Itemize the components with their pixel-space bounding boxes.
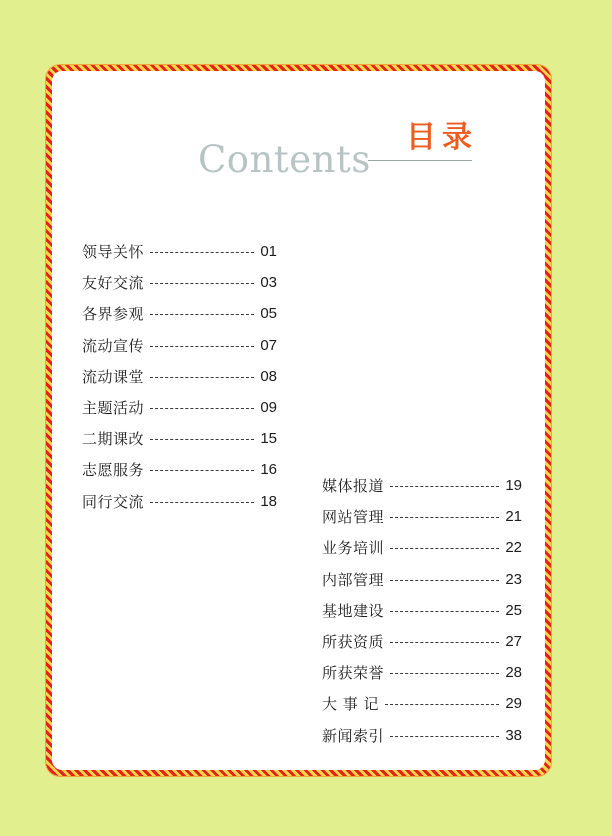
dot-leader: [390, 736, 499, 737]
toc-entry-label: 领导关怀: [82, 243, 145, 262]
toc-entry[interactable]: [322, 688, 522, 719]
toc-entry[interactable]: [322, 657, 522, 688]
toc-entry-page: 09: [260, 399, 277, 417]
toc-entry[interactable]: [82, 486, 277, 517]
toc-entry-page: 22: [505, 539, 522, 557]
toc-entry-label: 业务培训: [322, 539, 385, 558]
toc-entry[interactable]: [322, 626, 522, 657]
toc-entry[interactable]: [322, 720, 522, 751]
toc-entry-page: 01: [260, 243, 277, 261]
toc-entry[interactable]: [82, 236, 277, 267]
dot-leader: [390, 673, 499, 674]
toc-entry-label: 大 事 记: [322, 695, 380, 714]
mulu-title: 目录: [406, 120, 478, 155]
toc-entry-label: 友好交流: [82, 274, 145, 293]
toc-entry-page: 08: [260, 367, 277, 385]
dot-leader: [385, 704, 499, 705]
toc-entry-label: 网站管理: [322, 508, 385, 527]
toc-entry-page: 38: [505, 726, 522, 744]
toc-entry[interactable]: [82, 423, 277, 454]
dot-leader: [150, 377, 254, 378]
toc-entry-label: 所获荣誉: [322, 664, 385, 683]
toc-entry-page: 05: [260, 305, 277, 323]
toc-right-column: [322, 470, 522, 751]
toc-entry-label: 基地建设: [322, 601, 385, 620]
toc-entry[interactable]: [322, 564, 522, 595]
dot-leader: [390, 611, 499, 612]
toc-entry-label: 主题活动: [82, 399, 145, 418]
toc-entry-label: 所获资质: [322, 633, 385, 652]
dot-leader: [150, 439, 254, 440]
dot-leader: [150, 252, 254, 253]
dot-leader: [390, 486, 499, 487]
toc-entry[interactable]: [82, 298, 277, 329]
toc-entry-page: 21: [505, 508, 522, 526]
toc-entry-page: 28: [505, 664, 522, 682]
toc-entry-label: 志愿服务: [82, 461, 145, 480]
toc-entry-page: 03: [260, 274, 277, 292]
toc-entry-page: 18: [260, 492, 277, 510]
toc-entry-page: 25: [505, 601, 522, 619]
toc-entry-page: 27: [505, 633, 522, 651]
toc-entry[interactable]: [82, 454, 277, 485]
toc-entry-label: 流动宣传: [82, 336, 145, 355]
toc-entry-page: 19: [505, 477, 522, 495]
toc-entry[interactable]: [322, 532, 522, 563]
dot-leader: [390, 517, 499, 518]
dot-leader: [150, 470, 254, 471]
toc-entry-page: 15: [260, 430, 277, 448]
toc-entry-label: 新闻索引: [322, 726, 385, 745]
dot-leader: [150, 502, 254, 503]
toc-entry-label: 二期课改: [82, 430, 145, 449]
toc-entry-label: 媒体报道: [322, 477, 385, 496]
dot-leader: [390, 580, 499, 581]
toc-entry-label: 流动课堂: [82, 367, 145, 386]
contents-title: Contents: [198, 138, 371, 181]
toc-entry-page: 16: [260, 461, 277, 479]
toc-entry-label: 各界参观: [82, 305, 145, 324]
toc-entry-label: 内部管理: [322, 570, 385, 589]
toc-entry[interactable]: [82, 330, 277, 361]
toc-entry-label: 同行交流: [82, 492, 145, 511]
dot-leader: [150, 346, 254, 347]
dot-leader: [150, 283, 254, 284]
dot-leader: [150, 408, 254, 409]
title-underline: [368, 160, 472, 161]
toc-entry[interactable]: [82, 361, 277, 392]
toc-entry[interactable]: [322, 470, 522, 501]
toc-entry[interactable]: [82, 392, 277, 423]
dot-leader: [390, 548, 499, 549]
dot-leader: [150, 314, 254, 315]
toc-entry[interactable]: [322, 595, 522, 626]
toc-entry-page: 23: [505, 570, 522, 588]
toc-entry[interactable]: [322, 501, 522, 532]
toc-entry[interactable]: [82, 267, 277, 298]
toc-entry-page: 29: [505, 695, 522, 713]
dot-leader: [390, 642, 499, 643]
toc-left-column: [82, 236, 277, 517]
toc-entry-page: 07: [260, 336, 277, 354]
